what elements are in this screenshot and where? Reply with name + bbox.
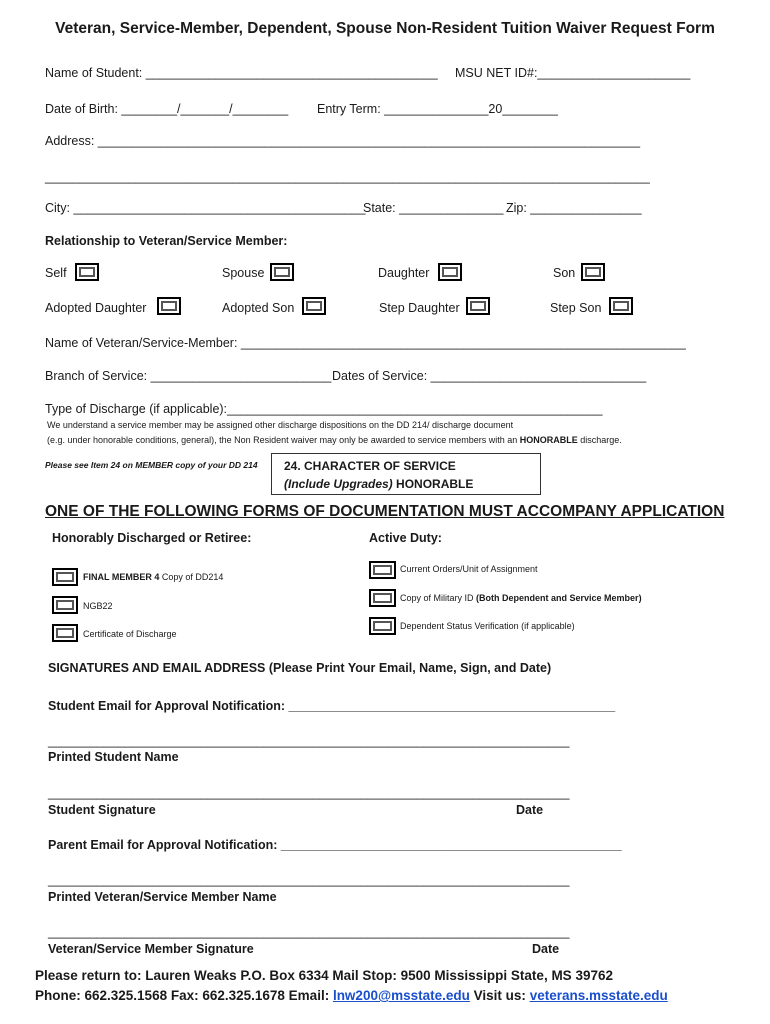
msu-net-id-field[interactable]: MSU NET ID#:______________________ xyxy=(455,66,691,80)
relationship-label-son: Son xyxy=(553,266,576,280)
honorably-discharged-heading: Honorably Discharged or Retiree: xyxy=(52,531,252,545)
student-signature-line[interactable]: ___________________________________________________________________________ xyxy=(48,786,570,800)
address-line2-field[interactable]: _______________________________________________________________________________________ xyxy=(45,170,650,184)
checkbox-current-orders[interactable] xyxy=(369,561,396,579)
active-duty-heading: Active Duty: xyxy=(369,531,442,545)
character-of-service-value: (Include Upgrades) HONORABLE xyxy=(284,477,474,491)
student-email-field[interactable]: Student Email for Approval Notification: _______________________________________________ xyxy=(48,699,616,713)
checkbox-son[interactable] xyxy=(581,263,605,281)
signatures-heading: SIGNATURES AND EMAIL ADDRESS (Please Print Your Email, Name, Sign, and Date) xyxy=(48,661,552,675)
checkbox-daughter[interactable] xyxy=(438,263,462,281)
checkbox-final-member-4[interactable] xyxy=(52,568,78,586)
checkbox-dependent-status[interactable] xyxy=(369,617,396,635)
relationship-label-spouse: Spouse xyxy=(222,266,265,280)
relationship-label-step-daughter: Step Daughter xyxy=(379,301,460,315)
student-signature-label: Student Signature xyxy=(48,803,156,817)
discharge-note-line2: (e.g. under honorable conditions, general), the Non Resident waiver may only be awarded to service members with an HONORABLE discharge. xyxy=(47,435,622,445)
printed-student-line[interactable]: ___________________________________________________________________________ xyxy=(48,734,570,748)
website-link[interactable]: veterans.msstate.edu xyxy=(529,988,668,1003)
student-date-label: Date xyxy=(516,803,544,817)
item-24-note: Please see Item 24 on MEMBER copy of your DD 214 xyxy=(45,460,258,470)
relationship-label-step-son: Step Son xyxy=(550,301,602,315)
checkbox-self[interactable] xyxy=(75,263,99,281)
relationship-label-self: Self xyxy=(45,266,67,280)
discharge-note-line1: We understand a service member may be assigned other discharge dispositions on the DD 214/ discharge document xyxy=(47,420,514,430)
zip-field[interactable]: Zip: ________________ xyxy=(506,201,642,215)
relationship-label-adopted-daughter: Adopted Daughter xyxy=(45,301,147,315)
checkbox-military-id[interactable] xyxy=(369,589,396,607)
checkbox-adopted-son[interactable] xyxy=(302,297,326,315)
veteran-name-field[interactable]: Name of Veteran/Service-Member: ________________________________________________________________ xyxy=(45,336,686,350)
checkbox-adopted-daughter[interactable] xyxy=(157,297,181,315)
printed-veteran-line[interactable]: ___________________________________________________________________________ xyxy=(48,873,570,887)
address-field[interactable]: Address: ______________________________________________________________________________ xyxy=(45,134,641,148)
doc-final-member-4: FINAL MEMBER 4 Copy of DD214 xyxy=(83,572,224,582)
checkbox-spouse[interactable] xyxy=(270,263,294,281)
type-of-discharge-field[interactable]: Type of Discharge (if applicable):______________________________________________________ xyxy=(45,402,603,416)
relationship-label-daughter: Daughter xyxy=(378,266,430,280)
veteran-date-label: Date xyxy=(532,942,560,956)
contact-line: Phone: 662.325.1568 Fax: 662.325.1678 Email: lnw200@msstate.edu Visit us: veterans.msstate.edu xyxy=(35,988,668,1003)
form-title: Veteran, Service-Member, Dependent, Spouse Non-Resident Tuition Waiver Request Form xyxy=(55,20,715,37)
date-of-birth-field[interactable]: Date of Birth: ________/_______/________ xyxy=(45,102,289,116)
relationship-heading: Relationship to Veteran/Service Member: xyxy=(45,234,288,248)
parent-email-field[interactable]: Parent Email for Approval Notification: _________________________________________________ xyxy=(48,838,622,852)
veteran-signature-line[interactable]: ___________________________________________________________________________ xyxy=(48,925,570,939)
email-link[interactable]: lnw200@msstate.edu xyxy=(332,988,470,1003)
character-of-service-label: 24. CHARACTER OF SERVICE xyxy=(284,459,456,473)
documentation-heading: ONE OF THE FOLLOWING FORMS OF DOCUMENTATION MUST ACCOMPANY APPLICATION xyxy=(45,503,725,520)
veteran-signature-label: Veteran/Service Member Signature xyxy=(48,942,254,956)
doc-ngb22: NGB22 xyxy=(83,601,113,611)
dates-of-service-field[interactable]: Dates of Service: _______________________________ xyxy=(332,369,647,383)
printed-veteran-label: Printed Veteran/Service Member Name xyxy=(48,890,277,904)
checkbox-step-son[interactable] xyxy=(609,297,633,315)
doc-current-orders: Current Orders/Unit of Assignment xyxy=(400,564,538,574)
doc-certificate-of-discharge: Certificate of Discharge xyxy=(83,629,177,639)
city-field[interactable]: City: __________________________________________ xyxy=(45,201,366,215)
printed-student-label: Printed Student Name xyxy=(48,750,179,764)
branch-of-service-field[interactable]: Branch of Service: __________________________ xyxy=(45,369,332,383)
doc-dependent-status: Dependent Status Verification (if applicable) xyxy=(400,621,575,631)
relationship-label-adopted-son: Adopted Son xyxy=(222,301,295,315)
name-of-student-field[interactable]: Name of Student: __________________________________________ xyxy=(45,66,438,80)
entry-term-field[interactable]: Entry Term: _______________20________ xyxy=(317,102,558,116)
checkbox-certificate-of-discharge[interactable] xyxy=(52,624,78,642)
checkbox-ngb22[interactable] xyxy=(52,596,78,614)
return-address: Please return to: Lauren Weaks P.O. Box 6334 Mail Stop: 9500 Mississippi State, MS 39762 xyxy=(35,968,613,983)
state-field[interactable]: State: _______________ xyxy=(363,201,504,215)
checkbox-step-daughter[interactable] xyxy=(466,297,490,315)
character-of-service-box xyxy=(271,453,541,495)
doc-military-id: Copy of Military ID (Both Dependent and Service Member) xyxy=(400,593,642,603)
